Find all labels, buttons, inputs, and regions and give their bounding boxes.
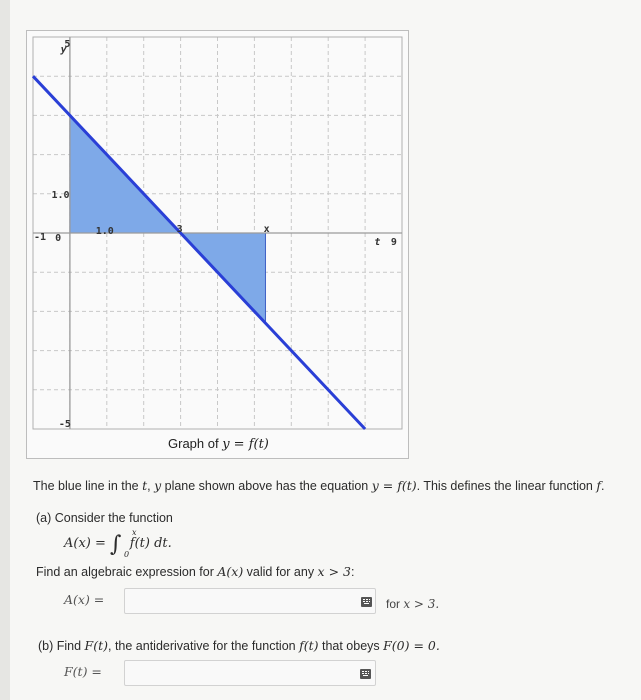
caption-math: y = f(t): [222, 437, 269, 452]
answer-a-input[interactable]: [124, 588, 376, 614]
question-text: (b) Find: [38, 639, 85, 653]
suffix-math: x > 3.: [403, 597, 440, 611]
question-text: Find an algebraic expression for: [36, 565, 218, 579]
function-line-path: [33, 76, 365, 429]
intro-part: The blue line in the: [33, 479, 143, 493]
integral-sign: ∫: [110, 532, 122, 557]
graph-panel: [26, 30, 409, 459]
x-min-label: -1: [34, 232, 47, 243]
keyboard-icon[interactable]: [360, 669, 371, 679]
intro-part: .: [601, 479, 605, 493]
y-tick-label: 1.0: [51, 189, 70, 201]
answer-b-label: F(t) =: [64, 664, 102, 679]
question-math: F(t): [84, 638, 108, 653]
caption-prefix: Graph of: [168, 436, 223, 451]
question-math: A(x): [217, 564, 244, 579]
answer-a-suffix: [386, 597, 439, 611]
part-a-question: [36, 564, 354, 579]
question-math: f(t): [299, 638, 319, 653]
y-axis-label: y: [60, 44, 67, 56]
x-max-label: 9: [390, 237, 397, 248]
y-min-label: -5: [58, 419, 71, 430]
part-b-question: [38, 638, 440, 653]
question-math: x > 3: [317, 564, 351, 579]
question-text: that obeys: [318, 639, 384, 653]
keyboard-icon[interactable]: [361, 597, 372, 607]
intro-math: f: [596, 478, 602, 493]
integral-upper-limit: x: [132, 528, 137, 537]
answer-a-label: A(x) =: [64, 592, 105, 607]
question-text: , the antiderivative for the function: [108, 639, 300, 653]
function-line: [33, 76, 365, 429]
y-max-label: 5: [64, 39, 71, 50]
answer-b-input[interactable]: [124, 660, 376, 686]
intro-text: [33, 478, 605, 493]
intro-math: y: [154, 478, 162, 493]
intro-math: t: [142, 478, 148, 493]
graph-plot: [27, 31, 408, 458]
intro-part: plane shown above has the equation: [161, 479, 372, 493]
graph-caption: [168, 436, 269, 452]
integral-lower-limit: 0: [124, 550, 130, 559]
integral-rhs: f(t) dt.: [129, 536, 172, 551]
question-text: :: [350, 565, 355, 579]
part-a-title: (a) Consider the function: [36, 511, 173, 525]
intro-part: ,: [147, 479, 155, 493]
origin-label: 0: [55, 233, 62, 244]
suffix-text: for: [386, 597, 404, 611]
question-math: F(0) = 0.: [383, 638, 440, 653]
x-tick-label: 1.0: [95, 226, 114, 237]
t-axis-label: t: [374, 237, 381, 248]
intercept-label: 3: [176, 224, 183, 235]
question-text: valid for any: [243, 565, 318, 579]
intro-part: . This defines the linear function: [416, 479, 597, 493]
intro-math: y = f(t): [371, 478, 417, 493]
integral-definition: [64, 528, 172, 559]
integral-lhs: A(x) =: [64, 536, 111, 551]
x-marker-label: x: [263, 224, 270, 235]
